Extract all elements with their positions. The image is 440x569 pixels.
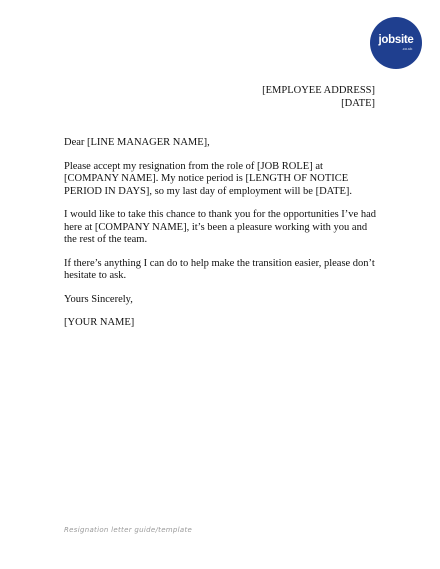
sender-address-block xyxy=(262,85,375,110)
paragraph-thanks: I would like to take this chance to thank you for the opportunities I’ve had here at [COMPANY NAME], it’s been a pleasure working with you and the rest of the team. xyxy=(64,209,377,245)
letter-date: [DATE] xyxy=(341,97,375,109)
logo-wordmark: jobsite xyxy=(378,33,414,46)
jobsite-logo xyxy=(370,17,422,69)
paragraph-resignation: Please accept my resignation from the role of [JOB ROLE] at [COMPANY NAME]. My notice period is [LENGTH OF NOTICE PERIOD IN DAYS], so my last day of employment will be [DATE]. xyxy=(64,160,353,197)
closing: Yours Sincerely, xyxy=(64,293,133,305)
signature-name: [YOUR NAME] xyxy=(64,317,135,328)
footer-caption: Resignation letter guide/template xyxy=(64,526,193,534)
logo-domain: .co.uk xyxy=(401,46,413,52)
salutation: Dear [LINE MANAGER NAME], xyxy=(64,137,210,148)
letter-body xyxy=(64,137,376,341)
employee-address: [EMPLOYEE ADDRESS] xyxy=(262,85,375,96)
paragraph-transition: If there’s anything I can do to help make the transition easier, please don’t hesitate to ask. xyxy=(64,257,375,281)
